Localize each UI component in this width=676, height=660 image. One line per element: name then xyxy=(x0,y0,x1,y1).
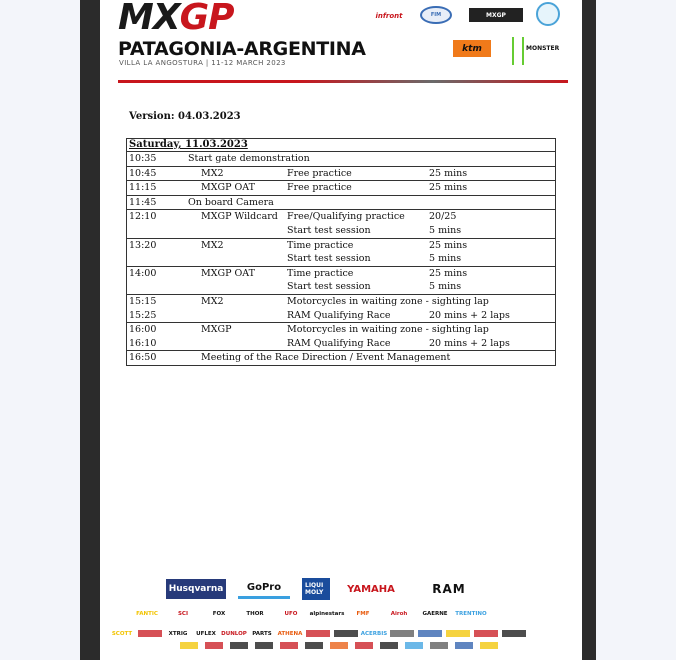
sponsor-logo: GAERNE xyxy=(422,610,448,617)
cell-dur: 25 mins xyxy=(429,182,468,194)
gopro-logo: GoPro xyxy=(238,579,290,599)
schedule-row xyxy=(127,239,555,267)
schedule-row xyxy=(127,152,555,167)
cell-dur: 20/25 xyxy=(429,211,457,223)
sponsor-logo: Airoh xyxy=(390,610,408,617)
schedule-line xyxy=(127,210,555,224)
cell-class: MX2 xyxy=(201,239,224,251)
schedule-row xyxy=(127,210,555,238)
ktm-logo: ktm xyxy=(453,40,491,57)
cell-dur: 20 mins + 2 laps xyxy=(429,337,510,349)
schedule-line xyxy=(127,239,555,253)
sponsor-logo: UFO xyxy=(284,610,298,617)
sponsor-row-2 xyxy=(132,607,486,620)
cell-class: Meeting of the Race Direction / Event Management xyxy=(201,352,451,364)
sponsor-logo: UFLEX xyxy=(196,630,216,637)
schedule-line xyxy=(127,323,555,337)
schedule-line xyxy=(127,337,555,351)
version-label: Version: 04.03.2023 xyxy=(129,111,241,122)
sponsor-logo: SCOTT xyxy=(111,630,133,637)
sponsor-logo xyxy=(502,630,526,637)
schedule-row xyxy=(127,351,555,365)
cell-desc: Free/Qualifying practice xyxy=(287,211,405,223)
schedule-row xyxy=(127,181,555,196)
cell-activity: On board Camera xyxy=(188,196,274,208)
schedule-row xyxy=(127,267,555,295)
sponsor-logo xyxy=(380,642,398,649)
globe-logo xyxy=(536,2,560,26)
schedule-row xyxy=(127,295,555,323)
sponsor-logo xyxy=(306,630,330,637)
schedule-line xyxy=(127,252,555,266)
cell-time: 16:50 xyxy=(129,352,157,364)
sponsor-logo: THOR xyxy=(246,610,264,617)
cell-desc: RAM Qualifying Race xyxy=(287,337,391,349)
sponsor-logo: FOX xyxy=(212,610,226,617)
cell-desc: RAM Qualifying Race xyxy=(287,309,391,321)
ram-logo: RAM xyxy=(432,582,466,596)
cell-dur: 25 mins xyxy=(429,167,468,179)
cell-time: 11:15 xyxy=(129,182,157,194)
sponsor-logo xyxy=(255,642,273,649)
sponsor-logo xyxy=(355,642,373,649)
schedule-row xyxy=(127,196,555,211)
cell-time: 16:00 xyxy=(129,324,157,336)
cell-time: 15:15 xyxy=(129,295,157,307)
cell-time: 11:45 xyxy=(129,196,157,208)
schedule-line xyxy=(127,224,555,238)
cell-time: 15:25 xyxy=(129,309,157,321)
cell-desc: Start test session xyxy=(287,253,371,265)
cell-dur: 20 mins + 2 laps xyxy=(429,309,510,321)
document-page xyxy=(100,0,582,660)
sponsor-logo xyxy=(180,642,198,649)
cell-dur: 5 mins xyxy=(429,253,462,265)
sponsor-logo xyxy=(418,630,442,637)
cell-dur: 5 mins xyxy=(429,281,462,293)
sponsor-logo: XTRIG xyxy=(168,630,188,637)
event-title: PATAGONIA-ARGENTINA xyxy=(118,38,366,60)
sponsor-logo: alpinestars xyxy=(309,610,345,617)
liquimoly-logo: LIQUI MOLY xyxy=(302,578,330,600)
sponsor-logo xyxy=(480,642,498,649)
cell-desc: Start test session xyxy=(287,281,371,293)
yamaha-logo: YAMAHA xyxy=(347,583,395,595)
cell-time: 16:10 xyxy=(129,337,157,349)
cell-desc: Free practice xyxy=(287,167,352,179)
cell-desc: Start test session xyxy=(287,224,371,236)
cell-desc: Free practice xyxy=(287,182,352,194)
cell-dur: 25 mins xyxy=(429,267,468,279)
schedule-line xyxy=(127,309,555,323)
cell-activity: Start gate demonstration xyxy=(188,153,310,164)
schedule-line xyxy=(127,181,555,195)
cell-class: MXGP OAT xyxy=(201,182,255,194)
cell-class: MXGP xyxy=(201,324,232,336)
sponsor-logo xyxy=(230,642,248,649)
cell-time: 10:45 xyxy=(129,167,157,179)
cell-desc: Motorcycles in waiting zone - sighting lap xyxy=(287,295,489,307)
sponsor-logo xyxy=(474,630,498,637)
sponsor-logo xyxy=(138,630,162,637)
sponsor-logo xyxy=(390,630,414,637)
schedule-line xyxy=(127,267,555,281)
sponsor-logo xyxy=(455,642,473,649)
sponsor-logo xyxy=(330,642,348,649)
cell-class: MX2 xyxy=(201,295,224,307)
cell-dur: 25 mins xyxy=(429,239,468,251)
schedule-line xyxy=(127,196,555,210)
cell-time: 10:35 xyxy=(129,153,157,164)
cell-desc: Motorcycles in waiting zone - sighting lap xyxy=(287,324,489,336)
schedule-line xyxy=(127,280,555,294)
monster-claw-icon xyxy=(512,37,524,65)
cell-time: 14:00 xyxy=(129,267,157,279)
cell-time: 13:20 xyxy=(129,239,157,251)
schedule-row xyxy=(127,323,555,351)
cell-desc: Time practice xyxy=(287,267,354,279)
fim-logo: FIM xyxy=(420,6,452,24)
sponsor-logo: DUNLOP xyxy=(221,630,247,637)
sponsor-logo xyxy=(305,642,323,649)
main-sponsors xyxy=(166,578,486,600)
schedule-table xyxy=(126,138,556,366)
cell-desc: Time practice xyxy=(287,239,354,251)
sponsor-logo: PARTS xyxy=(252,630,272,637)
sponsor-logo: ACERBIS xyxy=(360,630,388,637)
sponsor-logo: FMF xyxy=(356,610,370,617)
husqvarna-logo: Husqvarna xyxy=(166,579,226,599)
sponsor-row-4 xyxy=(180,642,498,649)
infront-logo: infront xyxy=(375,12,403,20)
sponsor-row-3 xyxy=(110,627,526,640)
sponsor-logo xyxy=(280,642,298,649)
header-divider xyxy=(118,80,568,83)
sponsor-logo xyxy=(334,630,358,637)
day-header: Saturday, 11.03.2023 xyxy=(127,139,555,152)
sponsor-logo: ATHENA xyxy=(277,630,303,637)
mxgp-logo: MXGP xyxy=(118,0,234,38)
event-subtitle: VILLA LA ANGOSTURA | 11-12 MARCH 2023 xyxy=(119,59,286,67)
cell-class: MX2 xyxy=(201,167,224,179)
schedule-row xyxy=(127,167,555,182)
cell-class: MXGP OAT xyxy=(201,267,255,279)
viewer-edge-left xyxy=(80,0,100,660)
schedule-line xyxy=(127,295,555,309)
schedule-line xyxy=(127,167,555,181)
viewer-scrollbar[interactable] xyxy=(582,0,596,660)
cell-class: MXGP Wildcard xyxy=(201,211,278,223)
schedule-line xyxy=(127,152,555,166)
sponsor-logo xyxy=(446,630,470,637)
sponsor-logo xyxy=(205,642,223,649)
monster-logo: MONSTER xyxy=(510,37,564,65)
sponsor-logo xyxy=(430,642,448,649)
cell-time: 12:10 xyxy=(129,211,157,223)
sponsor-logo: SCI xyxy=(177,610,189,617)
sponsor-logo: FANTIC xyxy=(136,610,158,617)
sponsor-logo: TRENTINO xyxy=(455,610,487,617)
schedule-line xyxy=(127,351,555,365)
cell-dur: 5 mins xyxy=(429,224,462,236)
mxgp-small-logo: MXGP xyxy=(469,8,523,22)
sponsor-logo xyxy=(405,642,423,649)
